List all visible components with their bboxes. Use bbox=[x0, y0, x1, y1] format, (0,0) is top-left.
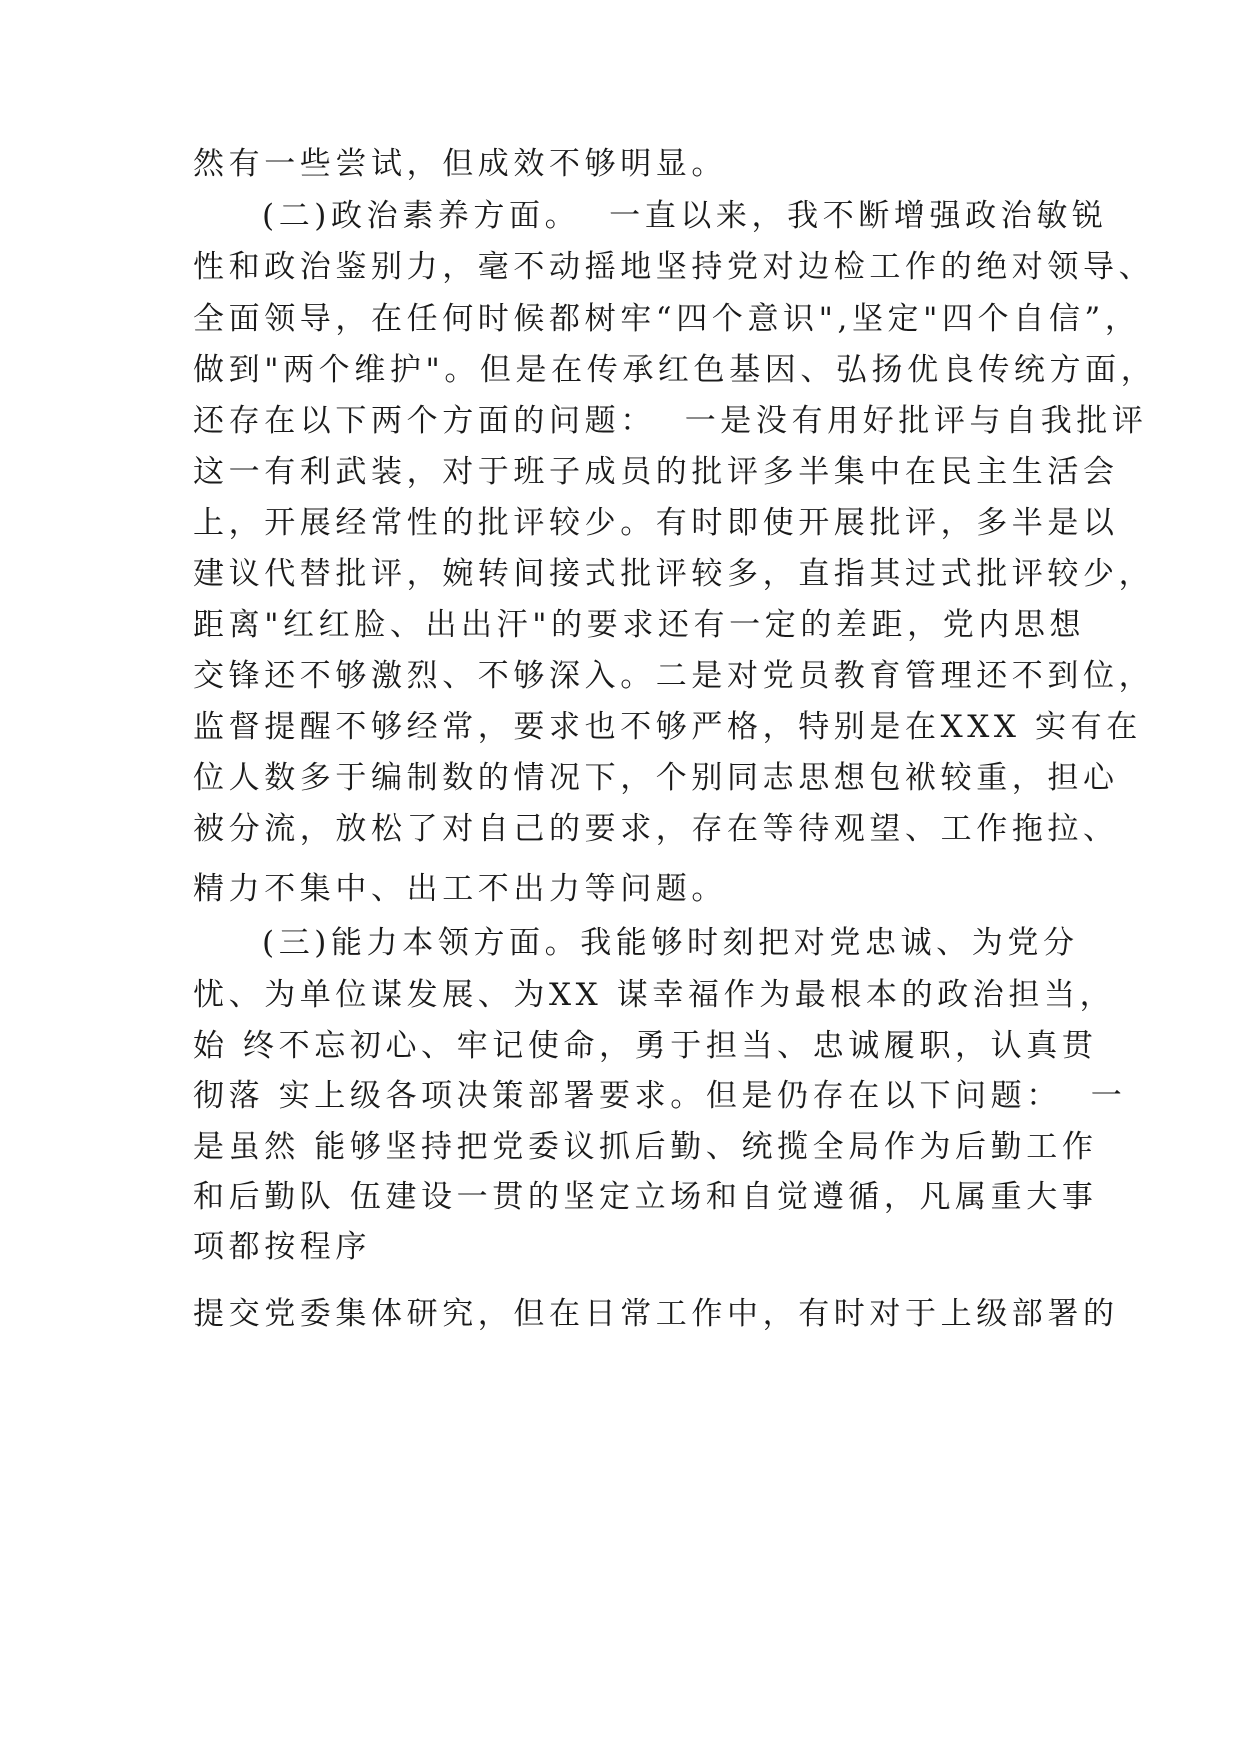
text-line: 全面领导，在任何时候都树牢“四个意识",坚定"四个自信”， bbox=[193, 301, 1141, 337]
text-line: 是虽然 能够坚持把党委议抓后勤、统揽全局作为后勤工作 bbox=[193, 1129, 1098, 1165]
text-line: 做到"两个维护"。但是在传承红色基因、弘扬优良传统方面， bbox=[193, 352, 1157, 388]
text-line: 始 终不忘初心、牢记使命，勇于担当、忠诚履职，认真贯 bbox=[193, 1028, 1098, 1064]
text-line: 项都按程序 bbox=[193, 1229, 371, 1265]
text-line: 还存在以下两个方面的问题： 一是没有用好批评与自我批评 bbox=[193, 403, 1148, 439]
text-line: 距离"红红脸、出出汗"的要求还有一定的差距，党内思想 bbox=[193, 607, 1086, 643]
text-line: 精力不集中、出工不出力等问题。 bbox=[193, 871, 727, 907]
text-line: 交锋还不够激烈、不够深入。二是对党员教育管理还不到位， bbox=[193, 658, 1155, 694]
text-line: 被分流，放松了对自己的要求，存在等待观望、工作拖拉、 bbox=[193, 811, 1119, 847]
text-line: 忧、为单位谋发展、为XX 谋幸福作为最根本的政治担当， bbox=[193, 977, 1116, 1013]
text-line: 位人数多于编制数的情况下，个别同志思想包袱较重，担心 bbox=[193, 760, 1119, 796]
section-heading-line: (三)能力本领方面。我能够时刻把对党忠诚、为党分 bbox=[262, 925, 1079, 961]
text-line: 监督提醒不够经常，要求也不够严格，特别是在XXX 实有在 bbox=[193, 709, 1142, 745]
text-line: 性和政治鉴别力，毫不动摇地坚持党对边检工作的绝对领导、 bbox=[193, 249, 1155, 285]
text-line: 提交党委集体研究，但在日常工作中，有时对于上级部署的 bbox=[193, 1296, 1119, 1332]
text-line: 建议代替批评，婉转间接式批评较多，直指其过式批评较少， bbox=[193, 556, 1155, 592]
text-line: 然有一些尝试，但成效不够明显。 bbox=[193, 146, 727, 182]
section-heading-line: (二)政治素养方面。 一直以来，我不断增强政治敏锐 bbox=[262, 198, 1108, 234]
text-line: 上，开展经常性的批评较少。有时即使开展批评，多半是以 bbox=[193, 505, 1119, 541]
text-line: 和后勤队 伍建设一贯的坚定立场和自觉遵循，凡属重大事 bbox=[193, 1179, 1098, 1215]
text-line: 彻落 实上级各项决策部署要求。但是仍存在以下问题： 一 bbox=[193, 1078, 1127, 1114]
text-line: 这一有利武装，对于班子成员的批评多半集中在民主生活会 bbox=[193, 454, 1119, 490]
